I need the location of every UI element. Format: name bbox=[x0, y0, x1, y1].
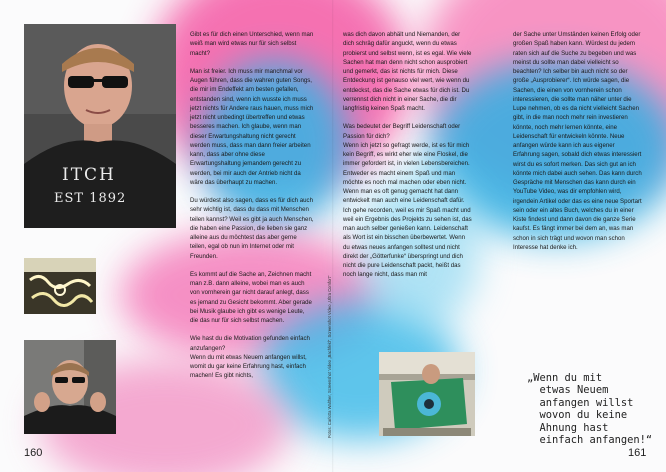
paragraph: was dich davon abhält und Niemanden, der dich schräg dafür anguckt, wenn du etwas probierst und selbst wenn, ist es egal. Wie viele Sachen hat man denn nicht schon ausprobiert und gemerkt, das ist nichts für mich. Diese Entdeckung ist genauso viel wert, wie wenn du entdeckst, das die Sache etwas für dich ist. Du verrennst dich nicht in einer Sache, die dir langfristig keinen Spaß macht. bbox=[343, 31, 472, 112]
paragraph: Es kommt auf die Sache an, Zeichnen macht man z.B. dann alleine, wobei man es auch von vornherein gar nicht darauf anlegt, dass es jemand zu Gesicht bekommt. Aber gerade bei Musik glaube ich gibt es wenige Leute, die das nur für sich selbst machen. bbox=[190, 270, 312, 324]
page-number-right: 161 bbox=[628, 447, 647, 459]
photo-neon-sign bbox=[24, 258, 96, 314]
portrait-hands-illustration bbox=[24, 340, 116, 434]
flag-illustration bbox=[379, 352, 475, 436]
photo-credit: Fotos: Carlotta Walther, Screenshot Video „Bachfeld“, Screenshot Video „Ultra Comfort“ bbox=[327, 275, 332, 438]
photo-flag-holding bbox=[379, 352, 475, 436]
photo-portrait-itch-shirt bbox=[24, 24, 176, 228]
text-column-1 bbox=[190, 30, 314, 390]
svg-text:ITCH: ITCH bbox=[62, 165, 116, 185]
photo-portrait-hands bbox=[24, 340, 116, 434]
portrait-illustration bbox=[24, 24, 176, 228]
paragraph: Man ist freier. Ich muss mir manchmal vor Augen führen, dass die wahren guten Songs, die mir im Endeffekt am besten gefallen, entstanden sind, wenn ich wusste ich muss jetzt nichts für Andere raus hauen, muss mich jetzt nicht unbedingt übertreffen und etwas besseres machen. Ich glaube, wenn man dieser Erwartungshaltung nicht gerecht werden muss, dass man dann freier arbeiten kann, dass aber ohne diese Erwartungshaltung jemandem gerecht zu werden, bei mir auch der Antrieb nicht da wäre das überhaupt zu machen. bbox=[190, 67, 314, 186]
paragraph: Wie hast du die Motivation gefunden einfach anzufangen? bbox=[190, 335, 310, 352]
paragraph: Was bedeutet der Begriff Leidenschaft oder Passion für dich? bbox=[343, 123, 461, 140]
text-column-2 bbox=[343, 30, 473, 289]
paragraph: Wenn du mit etwas Neuem anfangen willst, womit du gar keine Erfahrung hast, einfach machen! Es gibt nichts, bbox=[190, 353, 307, 380]
page-number-left: 160 bbox=[24, 447, 43, 459]
svg-text:EST 1892: EST 1892 bbox=[54, 191, 127, 206]
text-column-3 bbox=[513, 30, 643, 261]
neon-illustration bbox=[24, 258, 96, 314]
paragraph: Gibt es für dich einen Unterschied, wenn man weiß man wird etwas nur für sich selbst macht? bbox=[190, 31, 314, 57]
paragraph: Wenn ich jetzt so gefragt werde, ist es für mich kein Begriff, es wirkt eher wie eine Floskel, die immer gefordert ist, in vielen Lebensbereichen. Entweder es macht einem Spaß und man möchte es noch mal machen oder eben nicht. Wenn man es oft genug gemacht hat dann entwickelt man auch eine Leidenschaft dafür. Ich gehe recorden, weil es mir Spaß macht und weil ein Ergebnis des Projekts zu sehen ist, das man auch selber genießen kann. Leidenschaft als Wort ist ein bisschen überbewertet. Wenn du etwas neues anfangen solltest und nicht direkt der „Götterfunke“ überspringt und dich nicht die pure Leidenschaft packt, heißt das noch lange nicht, dass man mit bbox=[343, 141, 472, 279]
paragraph: Du würdest also sagen, dass es für dich auch sehr wichtig ist, dass du dass mit Menschen teilen kannst? Weil es gibt ja auch Menschen, die haben eine Passion, die lieben sie ganz alleine aus du möchtest das aber gerne teilen, egal ob nun im Internet oder mit Freunden. bbox=[190, 197, 314, 260]
right-page bbox=[327, 0, 666, 472]
paragraph: der Sache unter Umständen keinen Erfolg oder großen Spaß haben kann. Würdest du jedem raten sich auf die Suche zu begeben und was meinst du sollte man dabei vielleicht so beachten? Ich selber bin auch nicht so der große „Ausprobierer“. Ich würde sagen, die Sachen, die einen von vornherein schon interessieren, die sollte man näher unter die Lupe nehmen, ob es da nicht vielleicht Sachen gibt, in die man noch mehr rein investieren könnte, noch mehr lernen könnte, eine Leidenschaft für entwickeln könnte. Neue anfangen würde kann ich aus eigener Erfahrung sagen, sobald dich etwas interessiert wirst du es sofort merken. Das sich gut an ich könnte mich dabei auch sehen. Das kann durch Gespräche mit Menschen das kann durch ein YouTube Video, was dir empfohlen wird, irgendein Artikel oder das es eine neue Sportart sein oder ein altes Buch, welches du in einer Kiste findest und dann davon die ganze Serie kaufst. Es fängt immer bei dem an, was man schon in sich trägt und wovon man schon Interesse hat denke ich. bbox=[513, 31, 642, 251]
pull-quote: „Wenn du mit etwas Neuem anfangen willst wovon du keine Ahnung hast einfach anfangen!“ bbox=[527, 372, 653, 447]
